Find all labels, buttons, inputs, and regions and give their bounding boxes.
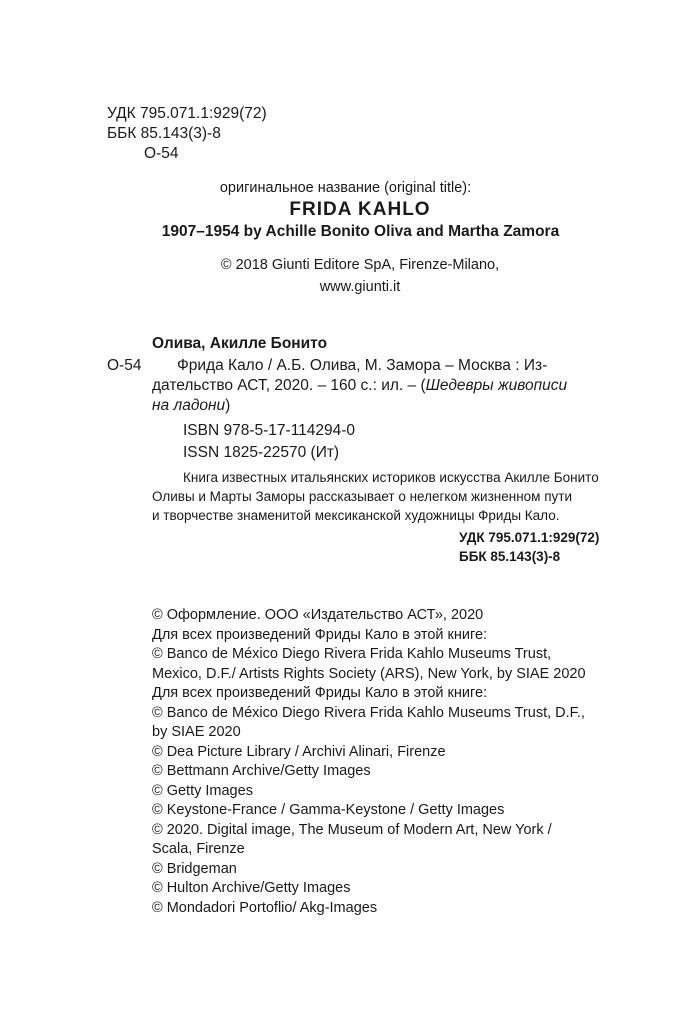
credit-line: Для всех произведений Фриды Кало в этой книге:	[152, 626, 488, 643]
credit-line: © Getty Images	[152, 782, 253, 799]
bib-line-3	[152, 396, 614, 416]
catalog-codes-top	[107, 104, 267, 164]
publisher-website: www.giunti.it	[319, 279, 401, 295]
bib-line-2	[152, 376, 614, 396]
credit-line: © Bridgeman	[152, 860, 237, 877]
credit-line: by SIAE 2020	[152, 724, 241, 740]
original-title: FRIDA KAHLO	[289, 199, 431, 220]
credit-line: © Hulton Archive/Getty Images	[152, 880, 351, 896]
credit-line: Mexico, D.F./ Artists Rights Society (ARS), New York, by SIAE 2020	[152, 665, 586, 682]
author-mark: О-54	[144, 145, 179, 162]
annotation	[152, 468, 614, 525]
annotation-line-2: Оливы и Марты Заморы рассказывает о нелегком жизненном пути	[152, 489, 572, 504]
credit-line: © Banco de México Diego Rivera Frida Kahlo Museums Trust, D.F.,	[152, 704, 585, 721]
bbk-code-bottom: ББК 85.143(3)-8	[459, 549, 561, 564]
series-title-part-2: на ладони	[152, 397, 226, 414]
bbk-code: ББК 85.143(3)-8	[107, 125, 221, 142]
udk-code-bottom: УДК 795.071.1:929(72)	[459, 530, 600, 545]
credit-line: © Mondadori Portoflio/ Akg-Images	[152, 899, 378, 916]
isbn-block	[183, 420, 355, 464]
publisher-copyright: © 2018 Giunti Editore SpA, Firenze-Milano,	[220, 257, 500, 273]
bib-line-3-text: )	[225, 397, 231, 414]
catalog-codes-bottom	[459, 528, 599, 566]
bib-line-2-text: дательство АСТ, 2020. – 160 с.: ил. – (	[152, 377, 426, 394]
bib-line-1: Фрида Кало / А.Б. Олива, М. Замора – Москва : Из-	[177, 357, 548, 374]
credit-line: © Dea Picture Library / Archivi Alinari, Firenze	[152, 743, 446, 760]
annotation-line-1: Книга известных итальянских историков искусства Акилле Бонито	[183, 470, 599, 485]
issn: ISSN 1825-22570 (Ит)	[183, 444, 340, 461]
publisher-block	[0, 254, 691, 298]
credit-line: © Keystone-France / Gamma-Keystone / Getty Images	[152, 802, 505, 818]
image-credits	[152, 606, 622, 918]
isbn: ISBN 978-5-17-114294-0	[183, 422, 356, 439]
original-subtitle: 1907–1954 by Achille Bonito Oliva and Martha Zamora	[161, 223, 560, 240]
credit-line: © Banco de México Diego Rivera Frida Kahlo Museums Trust,	[152, 646, 552, 662]
annotation-line-3: и творчестве знаменитой мексиканской художницы Фриды Кало.	[152, 508, 560, 523]
udk-code: УДК 795.071.1:929(72)	[107, 105, 267, 122]
credit-line: © 2020. Digital image, The Museum of Modern Art, New York /	[152, 821, 552, 838]
original-title-label: оригинальное название (original title):	[219, 180, 472, 196]
credit-line: © Оформление. ООО «Издательство АСТ», 2020	[152, 607, 484, 623]
bib-description	[152, 356, 614, 416]
bib-author-mark: О-54	[107, 357, 142, 374]
credit-line: Scala, Firenze	[152, 841, 245, 857]
series-title-part-1: Шедевры живописи	[425, 377, 568, 394]
credit-line: Для всех произведений Фриды Кало в этой книге:	[152, 685, 488, 701]
bib-author: Олива, Акилле Бонито	[152, 335, 328, 352]
credit-line: © Bettmann Archive/Getty Images	[152, 763, 371, 779]
